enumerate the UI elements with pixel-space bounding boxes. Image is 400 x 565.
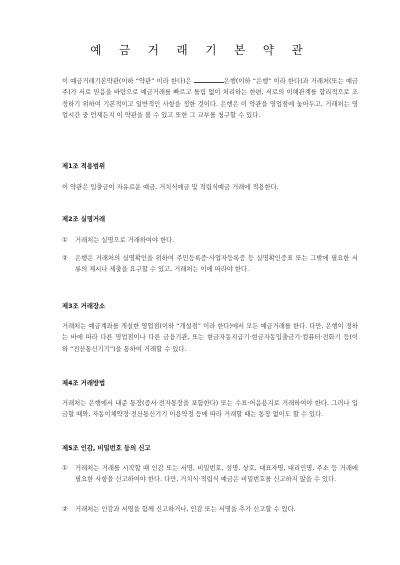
article-2-item-1-text: 거래처는 실명으로 거래하여야 한다. xyxy=(75,237,175,244)
intro-text-after-blank: 은행(이하 “은행” 이라 한다)과 거래처(또는 예금주)가 서로 믿음을 바탕으로 예금거래를 빠르고 틀림 없이 처리하는 한편, 서로의 이해관계를 합리적으로 조정하기 위하여 기본적이고 일반적인 사항을 정한 것이다. 은행은 이 약관을 영업점에 놓아두고, 거래처는 영업시간 중 언제든지 이 약관을 볼 수 있고 또한 그 교부를 청구할 수 있다. xyxy=(62,78,358,119)
article-1-heading: 제1조 적용범위 xyxy=(62,163,106,170)
article-1-body: 이 약관은 입출금이 자유로운 예금, 거치식예금 및 적립식예금 거래에 적용한다. xyxy=(62,184,279,191)
article-3-heading: 제3조 거래장소 xyxy=(62,303,106,310)
article-4-heading: 제4조 거래방법 xyxy=(62,380,106,387)
intro-paragraph xyxy=(62,76,358,121)
intro-text-before-blank: 이 예금거래기본약관(이하 “약관” 이라 한다)은 xyxy=(62,78,192,85)
article-2-item-2-text: 은행은 거래처의 실명확인을 위하여 주민등록증·사업자등록증 등 실명확인증표 또는 그밖에 필요한 서류의 제시나 제출을 요구할 수 있고, 거래처는 이에 따라야 한다. xyxy=(75,255,358,274)
article-5-item-1-number: ① xyxy=(62,465,68,472)
article-3-body: 거래처는 예금계좌를 개설한 영업점(이하 “개설점” 이라 한다)에서 모든 예금거래를 한다. 다만, 은행이 정하는 바에 따라 다른 영업점이나 다른 금융기관, 또는 현금자동지급기·현금자동입출금기·컴퓨터·전화기 등(이하 “전산통신기기”)을 통하여 거래할 수 있다. xyxy=(62,323,358,353)
article-4-body: 거래처는 은행에서 내준 통장(증서·전자통장을 포함한다) 또는 수표·어음용지로 거래하여야 한다. 그러나 입금할 때와, 자동이체약정·전산통신기기 이용약정 등에 따라 거래할 때는 통장 없이도 할 수 있다. xyxy=(62,400,358,419)
article-5-item-2-text: 거래처는 인감과 서명을 함께 신고하거나, 인감 또는 서명을 추가 신고할 수 있다. xyxy=(75,506,296,513)
article-5-item-1-text: 거래처는 거래를 시작할 때 인감 또는 서명, 비밀번호, 성명, 상호, 대표자명, 대리인명, 주소 등 거래에 필요한 사항을 신고하여야 한다. 다만, 거치식·적립식 예금은 비밀번호를 신고하지 않을 수 있다. xyxy=(75,465,358,484)
bank-name-blank xyxy=(194,76,224,83)
article-2-item-1-number: ① xyxy=(62,237,68,244)
article-2-heading: 제2조 실명거래 xyxy=(62,216,106,223)
article-5-item-2-number: ② xyxy=(62,506,68,513)
article-2-item-2-number: ② xyxy=(62,255,68,262)
article-5-heading: 제5조 인감, 비밀번호 등의 신고 xyxy=(62,445,151,452)
document-title: 예 금 거 래 기 본 약 관 xyxy=(90,43,310,57)
